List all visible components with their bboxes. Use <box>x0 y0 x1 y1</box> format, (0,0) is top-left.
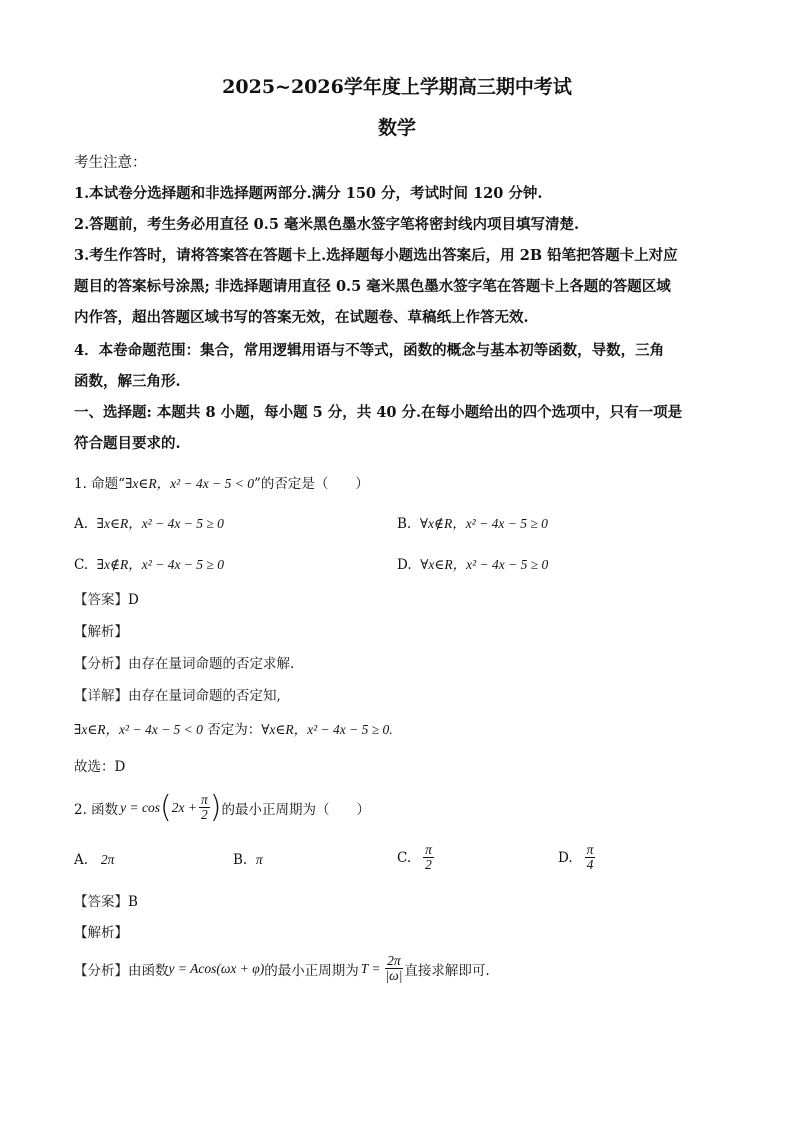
section-heading-line-1: 一、选择题: 本题共 8 小题，每小题 5 分，共 40 分.在每小题给出的四个选项中，只有一项是 <box>74 404 683 421</box>
q2-stem-suffix: 的最小正周期为（ ） <box>221 801 370 818</box>
q1-xiangjie-tag: 【详解】 <box>74 688 128 704</box>
notice-line-7: 函数，解三角形. <box>74 373 181 390</box>
q2-stem <box>74 790 370 825</box>
q1-stem-prefix: 1. 命题“ <box>74 476 126 492</box>
q1-fenxi <box>74 652 294 672</box>
q1-derivation-mid: 否定为： <box>202 722 262 738</box>
exam-title: 2025~2026学年度上学期高三期中考试 <box>222 76 572 98</box>
q1-derivation-b: ∀x∈R，x² − 4x − 5 ≥ 0. <box>261 722 393 737</box>
q2-fenxi-prefix: 由函数 <box>128 962 169 979</box>
q1-xiangjie <box>74 684 281 704</box>
q1-fenxi-tag: 【分析】 <box>74 656 128 672</box>
q2-answer-tag: 【答案】 <box>74 894 128 910</box>
q1-option-d-label: D. <box>397 557 412 573</box>
notice-line-5: 内作答，超出答题区域书写的答案无效，在试题卷、草稿纸上作答无效. <box>74 309 529 326</box>
q1-derivation <box>74 718 393 738</box>
subject-title: 数学 <box>377 117 416 139</box>
notice-heading: 考生注意： <box>74 155 147 171</box>
q2-func-inner: 2x + <box>171 799 197 815</box>
q2-option-b <box>233 852 263 868</box>
section-heading-line-2: 符合题目要求的. <box>74 435 181 452</box>
q2-fenxi-fraction <box>383 954 404 983</box>
q1-choose: 故选：D <box>74 759 126 775</box>
q2-analysis-tag: 【解析】 <box>74 925 128 941</box>
q2-fenxi <box>74 954 490 983</box>
q2-frac-den: 2 <box>200 807 208 822</box>
q2-option-d <box>558 843 595 872</box>
q1-option-a-label: A. <box>74 516 89 532</box>
q1-stem-math: ∃x∈R，x² − 4x − 5 < 0 <box>125 476 254 491</box>
q1-derivation-a: ∃x∈R，x² − 4x − 5 < 0 <box>74 722 203 737</box>
notice-line-3: 3.考生作答时，请将答案答在答题卡上.选择题每小题选出答案后，用 2B 铅笔把答题卡上对应 <box>74 247 678 264</box>
q1-option-c-math: ∃x∉R，x² − 4x − 5 ≥ 0 <box>96 557 224 572</box>
q2-option-d-fraction <box>585 843 596 872</box>
q2-option-d-label: D. <box>558 849 573 866</box>
q1-fenxi-text: 由存在量词命题的否定求解. <box>128 656 295 672</box>
q2-answer <box>74 890 138 910</box>
q2-option-a-math: 2π <box>100 852 115 867</box>
q2-option-d-num: π <box>586 842 594 857</box>
q1-option-b-math: ∀x∉R，x² − 4x − 5 ≥ 0 <box>419 516 548 531</box>
q1-analysis-tag: 【解析】 <box>74 624 128 640</box>
q2-option-b-math: π <box>255 852 263 867</box>
q2-option-c-den: 2 <box>425 857 432 873</box>
q2-func-fraction <box>199 793 210 822</box>
q2-fenxi-func: y = Acos(ωx + φ) <box>168 960 265 976</box>
q1-stem <box>74 472 369 492</box>
q1-option-a <box>74 512 224 532</box>
q2-option-c-label: C. <box>397 849 412 866</box>
q1-option-d-math: ∀x∈R，x² − 4x − 5 ≥ 0 <box>420 557 549 572</box>
q2-left-paren: ( <box>160 790 172 825</box>
q1-option-d <box>397 553 548 573</box>
q2-answer-value: B <box>128 894 138 910</box>
q1-option-c-label: C. <box>74 557 89 573</box>
q2-fenxi-num: 2π <box>387 953 401 968</box>
q2-option-c-num: π <box>425 842 432 857</box>
q1-option-b-label: B. <box>397 516 412 532</box>
notice-line-6: 4．本卷命题范围：集合，常用逻辑用语与不等式，函数的概念与基本初等函数，导数，三角 <box>74 342 665 359</box>
notice-line-2: 2.答题前，考生务必用直径 0.5 毫米黑色墨水签字笔将密封线内项目填写清楚. <box>74 216 580 233</box>
q1-answer-value: D <box>128 592 139 608</box>
q2-option-a-label: A. <box>74 852 89 868</box>
q1-answer <box>74 588 139 608</box>
q1-answer-tag: 【答案】 <box>74 592 128 608</box>
q1-stem-suffix: ”的否定是（ ） <box>254 476 369 492</box>
q1-option-b <box>397 512 548 532</box>
q2-fenxi-mid: 的最小正周期为 <box>264 962 359 979</box>
q2-option-a <box>74 852 114 868</box>
q2-fenxi-suffix: 直接求解即可. <box>404 962 490 979</box>
q1-xiangjie-text: 由存在量词命题的否定知, <box>128 688 281 704</box>
q2-right-paren: ) <box>209 790 222 825</box>
q2-fenxi-den: |ω| <box>385 968 403 984</box>
q1-option-a-math: ∃x∈R，x² − 4x − 5 ≥ 0 <box>96 516 224 531</box>
q2-option-d-den: 4 <box>586 857 594 873</box>
q2-stem-prefix: 2. 函数 <box>74 801 119 818</box>
q1-option-c <box>74 553 224 573</box>
q2-option-c-fraction <box>423 843 434 872</box>
notice-line-1: 1.本试卷分选择题和非选择题两部分.满分 150 分，考试时间 120 分钟. <box>74 185 543 202</box>
notice-line-4: 题目的答案标号涂黑; 非选择题请用直径 0.5 毫米黑色墨水签字笔在答题卡上各题的答题区域 <box>74 278 671 295</box>
q2-func-left: y = cos <box>120 799 161 815</box>
q2-fenxi-tag: 【分析】 <box>74 962 128 979</box>
q2-option-c <box>397 843 434 872</box>
q2-frac-num: π <box>200 791 208 807</box>
q2-fenxi-T: T = <box>360 960 381 976</box>
q2-option-b-label: B. <box>233 852 248 868</box>
